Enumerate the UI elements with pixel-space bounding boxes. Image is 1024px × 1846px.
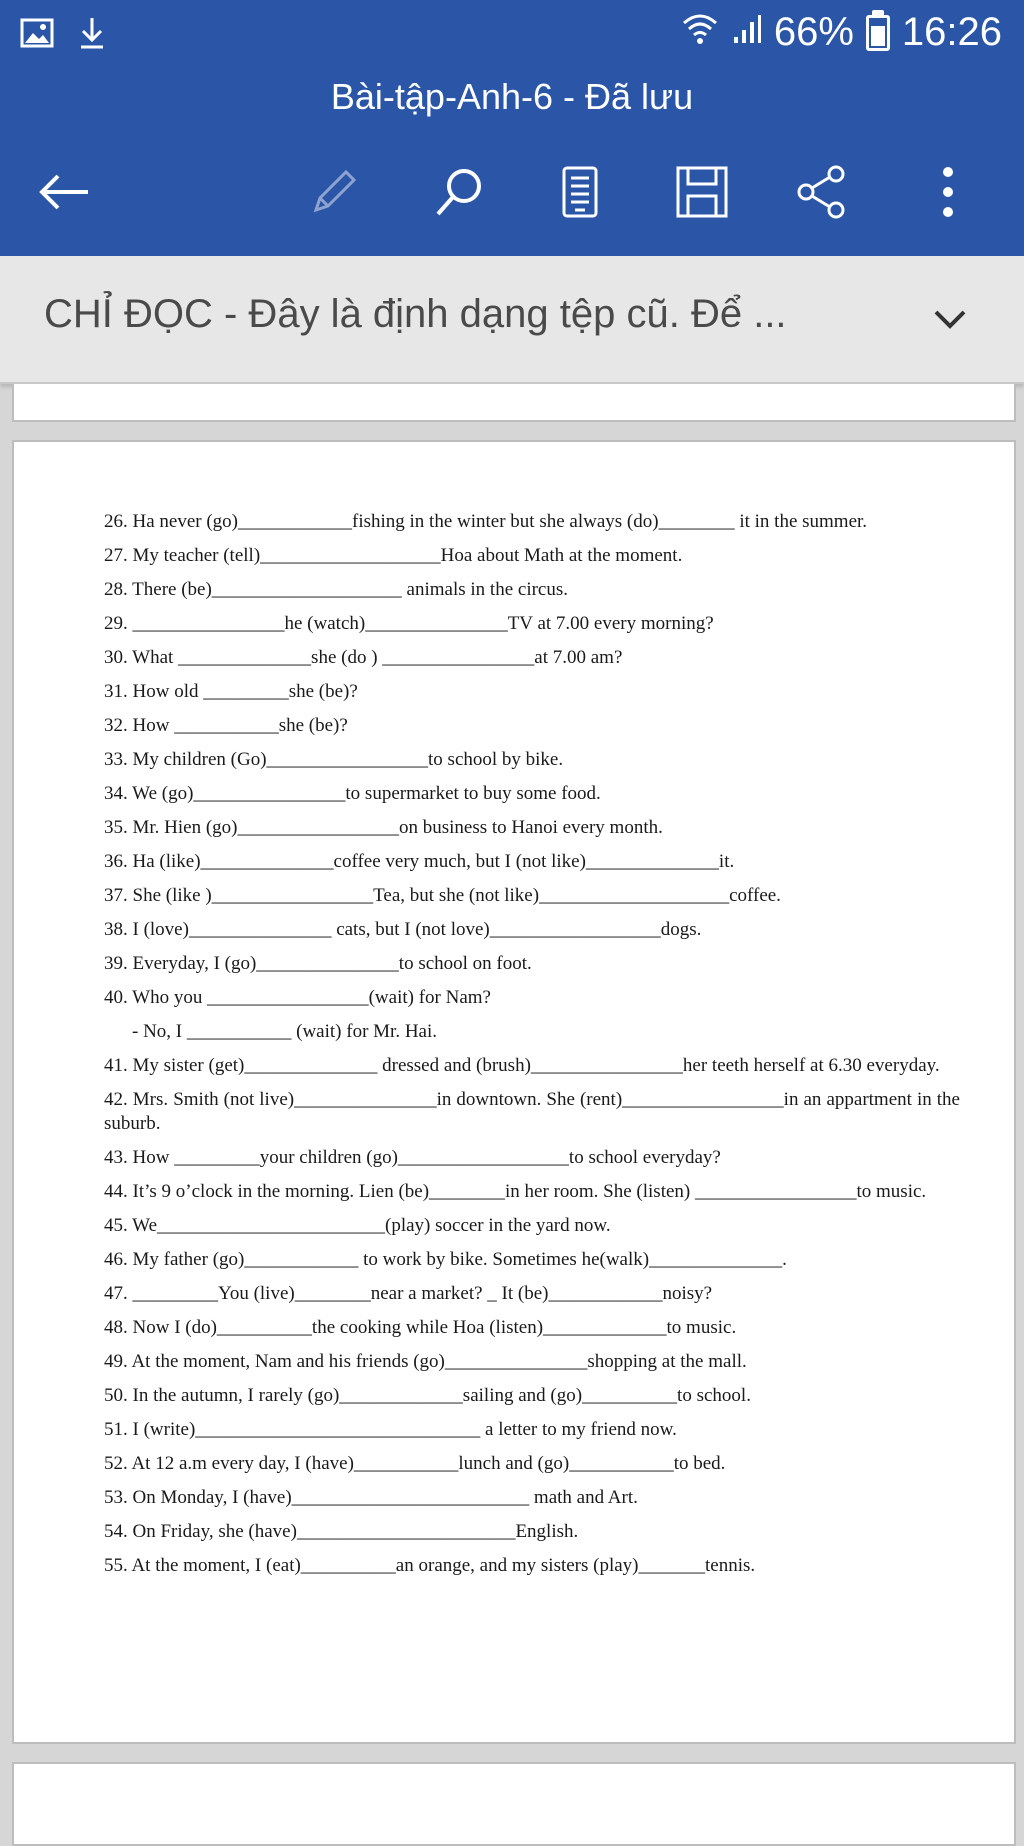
question-item: 47. _________You (live)________near a market? _ It (be)____________noisy? [104,1283,713,1304]
previous-page-edge [12,384,1016,422]
wifi-icon [680,10,720,55]
question-item: 45. We________________________(play) soccer in the yard now. [104,1215,611,1236]
save-icon [674,164,730,220]
document-title: Bài-tập-Anh-6 - Đã lưu [330,76,694,117]
read-only-banner[interactable] [0,256,1024,384]
more-options-button[interactable] [916,160,980,224]
question-item: 35. Mr. Hien (go)_________________on business to Hanoi every month. [104,817,663,838]
status-bar [0,0,1024,70]
question-item: 34. We (go)________________to supermarket to buy some food. [104,783,601,804]
question-item: 51. I (write)______________________________ a letter to my friend now. [104,1419,677,1440]
share-button[interactable] [790,160,854,224]
question-item: 37. She (like )_________________Tea, but she (not like)____________________coffee. [104,885,781,906]
question-item: 54. On Friday, she (have)_______________________English. [104,1521,579,1542]
question-item: 48. Now I (do)__________the cooking while Hoa (listen)_____________to music. [104,1317,737,1338]
clock: 16:26 [901,10,1002,54]
question-item: 42. Mrs. Smith (not live)_______________in downtown. She (rent)_________________in an appartment in the suburb. [104,1089,960,1134]
back-arrow-icon [36,172,92,212]
question-item: 33. My children (Go)_________________to school by bike. [104,749,564,770]
edit-button[interactable] [302,160,366,224]
share-icon [794,164,850,220]
next-page-edge [12,1762,1016,1846]
document-page[interactable] [12,440,1016,1744]
question-item: 32. How ___________she (be)? [104,715,348,736]
reading-view-icon [558,164,602,220]
download-icon [78,16,106,55]
question-item: 39. Everyday, I (go)_______________to school on foot. [104,953,532,974]
question-item: 31. How old _________she (be)? [104,681,358,702]
question-item: 41. My sister (get)______________ dressed and (brush)________________her teeth herself at 6.30 everyday. [104,1055,940,1076]
gallery-icon [20,18,54,53]
question-item: 26. Ha never (go)____________fishing in the winter but she always (do)________ it in the summer. [104,511,868,532]
question-item: 29. ________________he (watch)_______________TV at 7.00 every morning? [104,613,714,634]
battery-icon [866,15,890,51]
question-item: 30. What ______________she (do ) ________________at 7.00 am? [104,647,623,668]
question-item: 44. It’s 9 o’clock in the morning. Lien (be)________in her room. She (listen) _________________to music. [104,1181,927,1202]
search-button[interactable] [428,160,492,224]
question-item: 46. My father (go)____________ to work by bike. Sometimes he(walk)______________. [104,1249,787,1270]
question-item: 28. There (be)____________________ animals in the circus. [104,579,568,600]
save-button[interactable] [670,160,734,224]
question-list [104,510,960,1588]
toolbar [0,150,1024,230]
question-item: 36. Ha (like)______________coffee very much, but I (not like)______________it. [104,851,735,872]
back-button[interactable] [32,160,96,224]
chevron-down-icon[interactable] [926,296,974,344]
pencil-icon [306,164,362,220]
question-item: - No, I ___________ (wait) for Mr. Hai. [132,1021,438,1042]
app-bar [0,0,1024,256]
question-item: 38. I (love)_______________ cats, but I (not love)__________________dogs. [104,919,702,940]
signal-icon [732,10,762,55]
question-item: 40. Who you _________________(wait) for Nam? [104,987,491,1008]
question-item: 50. In the autumn, I rarely (go)_____________sailing and (go)__________to school. [104,1385,751,1406]
more-icon [938,164,958,220]
question-item: 27. My teacher (tell)___________________Hoa about Math at the moment. [104,545,683,566]
battery-percent: 66% [773,10,854,54]
question-item: 52. At 12 a.m every day, I (have)___________lunch and (go)___________to bed. [104,1453,726,1474]
banner-message: CHỈ ĐỌC - Đây là định dạng tệp cũ. Để ... [44,292,787,336]
question-item: 49. At the moment, Nam and his friends (go)_______________shopping at the mall. [104,1351,747,1372]
reading-view-button[interactable] [548,160,612,224]
question-item: 43. How _________your children (go)__________________to school everyday? [104,1147,721,1168]
search-icon [432,164,488,220]
question-item: 55. At the moment, I (eat)__________an orange, and my sisters (play)_______tennis. [104,1555,756,1576]
question-item: 53. On Monday, I (have)_________________________ math and Art. [104,1487,638,1508]
